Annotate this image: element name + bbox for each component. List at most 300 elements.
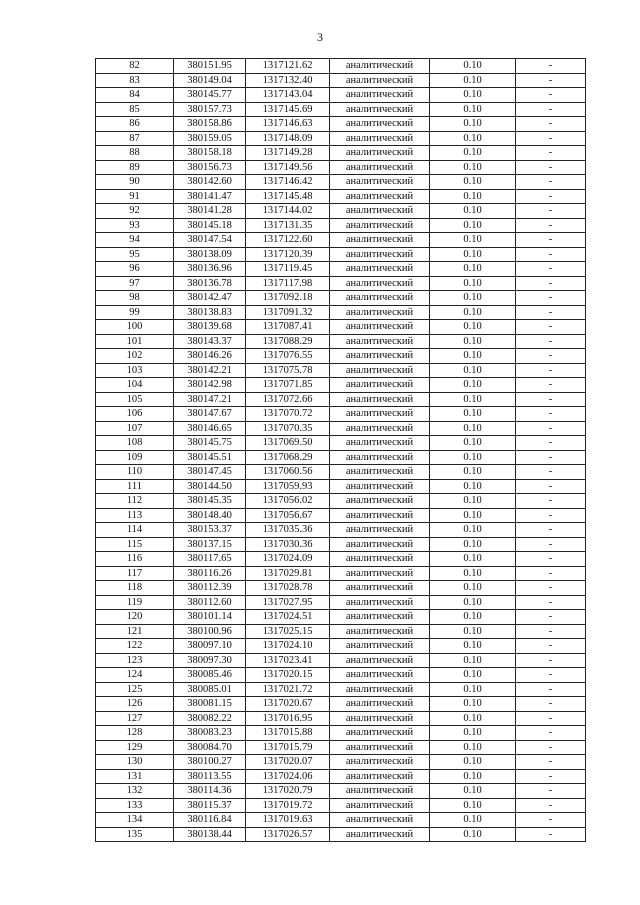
table-row [96,552,586,567]
point-number-cell: 102 [96,349,174,364]
y-coordinate-cell: 1317056.02 [246,494,330,509]
note-cell: - [516,682,586,697]
error-cell: 0.10 [430,233,516,248]
x-coordinate-cell: 380156.73 [174,160,246,175]
note-cell: - [516,218,586,233]
point-number-cell: 135 [96,827,174,842]
x-coordinate-cell: 380083.23 [174,726,246,741]
method-cell: аналитический [330,595,430,610]
x-coordinate-cell: 380159.05 [174,131,246,146]
point-number-cell: 131 [96,769,174,784]
note-cell: - [516,102,586,117]
error-cell: 0.10 [430,218,516,233]
x-coordinate-cell: 380148.40 [174,508,246,523]
table-row [96,813,586,828]
point-number-cell: 101 [96,334,174,349]
x-coordinate-cell: 380112.60 [174,595,246,610]
method-cell: аналитический [330,436,430,451]
point-number-cell: 112 [96,494,174,509]
error-cell: 0.10 [430,668,516,683]
y-coordinate-cell: 1317072.66 [246,392,330,407]
table-row [96,378,586,393]
error-cell: 0.10 [430,363,516,378]
x-coordinate-cell: 380115.37 [174,798,246,813]
note-cell: - [516,610,586,625]
point-number-cell: 106 [96,407,174,422]
note-cell: - [516,160,586,175]
method-cell: аналитический [330,247,430,262]
table-row [96,711,586,726]
y-coordinate-cell: 1317122.60 [246,233,330,248]
point-number-cell: 122 [96,639,174,654]
table-row [96,73,586,88]
method-cell: аналитический [330,117,430,132]
note-cell: - [516,131,586,146]
point-number-cell: 99 [96,305,174,320]
point-number-cell: 105 [96,392,174,407]
error-cell: 0.10 [430,653,516,668]
error-cell: 0.10 [430,291,516,306]
error-cell: 0.10 [430,349,516,364]
x-coordinate-cell: 380116.26 [174,566,246,581]
error-cell: 0.10 [430,682,516,697]
table-row [96,639,586,654]
table-row [96,566,586,581]
coordinates-table-body [96,59,586,842]
y-coordinate-cell: 1317076.55 [246,349,330,364]
method-cell: аналитический [330,131,430,146]
error-cell: 0.10 [430,175,516,190]
method-cell: аналитический [330,508,430,523]
note-cell: - [516,291,586,306]
x-coordinate-cell: 380113.55 [174,769,246,784]
x-coordinate-cell: 380085.01 [174,682,246,697]
x-coordinate-cell: 380097.30 [174,653,246,668]
point-number-cell: 108 [96,436,174,451]
method-cell: аналитический [330,755,430,770]
y-coordinate-cell: 1317144.02 [246,204,330,219]
x-coordinate-cell: 380138.09 [174,247,246,262]
method-cell: аналитический [330,160,430,175]
x-coordinate-cell: 380136.96 [174,262,246,277]
note-cell: - [516,653,586,668]
method-cell: аналитический [330,581,430,596]
point-number-cell: 98 [96,291,174,306]
x-coordinate-cell: 380084.70 [174,740,246,755]
point-number-cell: 126 [96,697,174,712]
error-cell: 0.10 [430,102,516,117]
table-row [96,247,586,262]
table-row [96,233,586,248]
error-cell: 0.10 [430,465,516,480]
x-coordinate-cell: 380145.75 [174,436,246,451]
error-cell: 0.10 [430,697,516,712]
point-number-cell: 103 [96,363,174,378]
note-cell: - [516,595,586,610]
table-row [96,508,586,523]
error-cell: 0.10 [430,581,516,596]
y-coordinate-cell: 1317015.88 [246,726,330,741]
point-number-cell: 96 [96,262,174,277]
y-coordinate-cell: 1317020.07 [246,755,330,770]
table-row [96,59,586,74]
x-coordinate-cell: 380144.50 [174,479,246,494]
note-cell: - [516,479,586,494]
error-cell: 0.10 [430,88,516,103]
error-cell: 0.10 [430,305,516,320]
error-cell: 0.10 [430,726,516,741]
x-coordinate-cell: 380117.65 [174,552,246,567]
error-cell: 0.10 [430,711,516,726]
method-cell: аналитический [330,624,430,639]
method-cell: аналитический [330,450,430,465]
point-number-cell: 128 [96,726,174,741]
x-coordinate-cell: 380147.67 [174,407,246,422]
x-coordinate-cell: 380147.54 [174,233,246,248]
y-coordinate-cell: 1317059.93 [246,479,330,494]
y-coordinate-cell: 1317016.95 [246,711,330,726]
note-cell: - [516,813,586,828]
error-cell: 0.10 [430,247,516,262]
y-coordinate-cell: 1317075.78 [246,363,330,378]
method-cell: аналитический [330,320,430,335]
error-cell: 0.10 [430,827,516,842]
point-number-cell: 124 [96,668,174,683]
table-row [96,276,586,291]
point-number-cell: 134 [96,813,174,828]
error-cell: 0.10 [430,552,516,567]
method-cell: аналитический [330,769,430,784]
method-cell: аналитический [330,421,430,436]
method-cell: аналитический [330,291,430,306]
x-coordinate-cell: 380141.28 [174,204,246,219]
x-coordinate-cell: 380100.27 [174,755,246,770]
point-number-cell: 92 [96,204,174,219]
point-number-cell: 93 [96,218,174,233]
error-cell: 0.10 [430,59,516,74]
note-cell: - [516,334,586,349]
table-row [96,827,586,842]
table-row [96,740,586,755]
x-coordinate-cell: 380139.68 [174,320,246,335]
point-number-cell: 116 [96,552,174,567]
x-coordinate-cell: 380158.86 [174,117,246,132]
note-cell: - [516,421,586,436]
point-number-cell: 110 [96,465,174,480]
table-row [96,595,586,610]
table-row [96,581,586,596]
table-row [96,305,586,320]
method-cell: аналитический [330,349,430,364]
point-number-cell: 91 [96,189,174,204]
method-cell: аналитический [330,697,430,712]
note-cell: - [516,726,586,741]
y-coordinate-cell: 1317070.72 [246,407,330,422]
point-number-cell: 95 [96,247,174,262]
table-row [96,726,586,741]
error-cell: 0.10 [430,320,516,335]
point-number-cell: 123 [96,653,174,668]
point-number-cell: 115 [96,537,174,552]
y-coordinate-cell: 1317019.63 [246,813,330,828]
x-coordinate-cell: 380153.37 [174,523,246,538]
method-cell: аналитический [330,784,430,799]
table-row [96,363,586,378]
table-row [96,494,586,509]
error-cell: 0.10 [430,378,516,393]
point-number-cell: 121 [96,624,174,639]
note-cell: - [516,363,586,378]
y-coordinate-cell: 1317021.72 [246,682,330,697]
note-cell: - [516,697,586,712]
method-cell: аналитический [330,711,430,726]
y-coordinate-cell: 1317025.15 [246,624,330,639]
error-cell: 0.10 [430,276,516,291]
method-cell: аналитический [330,102,430,117]
note-cell: - [516,247,586,262]
table-row [96,755,586,770]
point-number-cell: 117 [96,566,174,581]
method-cell: аналитический [330,189,430,204]
note-cell: - [516,407,586,422]
error-cell: 0.10 [430,73,516,88]
note-cell: - [516,276,586,291]
table-row [96,175,586,190]
error-cell: 0.10 [430,769,516,784]
y-coordinate-cell: 1317069.50 [246,436,330,451]
error-cell: 0.10 [430,610,516,625]
error-cell: 0.10 [430,421,516,436]
table-row [96,146,586,161]
y-coordinate-cell: 1317119.45 [246,262,330,277]
x-coordinate-cell: 380143.37 [174,334,246,349]
note-cell: - [516,798,586,813]
note-cell: - [516,204,586,219]
point-number-cell: 111 [96,479,174,494]
y-coordinate-cell: 1317030.36 [246,537,330,552]
x-coordinate-cell: 380149.04 [174,73,246,88]
point-number-cell: 125 [96,682,174,697]
x-coordinate-cell: 380158.18 [174,146,246,161]
table-row [96,610,586,625]
error-cell: 0.10 [430,494,516,509]
point-number-cell: 130 [96,755,174,770]
y-coordinate-cell: 1317068.29 [246,450,330,465]
method-cell: аналитический [330,465,430,480]
point-number-cell: 85 [96,102,174,117]
error-cell: 0.10 [430,392,516,407]
table-row [96,334,586,349]
note-cell: - [516,450,586,465]
x-coordinate-cell: 380145.51 [174,450,246,465]
note-cell: - [516,117,586,132]
note-cell: - [516,668,586,683]
method-cell: аналитический [330,233,430,248]
method-cell: аналитический [330,668,430,683]
error-cell: 0.10 [430,131,516,146]
y-coordinate-cell: 1317148.09 [246,131,330,146]
x-coordinate-cell: 380146.65 [174,421,246,436]
table-row [96,784,586,799]
x-coordinate-cell: 380141.47 [174,189,246,204]
note-cell: - [516,189,586,204]
table-row [96,262,586,277]
error-cell: 0.10 [430,334,516,349]
point-number-cell: 107 [96,421,174,436]
table-row [96,349,586,364]
page-number: 3 [317,30,323,44]
y-coordinate-cell: 1317029.81 [246,566,330,581]
note-cell: - [516,827,586,842]
error-cell: 0.10 [430,189,516,204]
table-row [96,320,586,335]
x-coordinate-cell: 380147.45 [174,465,246,480]
y-coordinate-cell: 1317092.18 [246,291,330,306]
point-number-cell: 89 [96,160,174,175]
method-cell: аналитический [330,552,430,567]
x-coordinate-cell: 380085.46 [174,668,246,683]
note-cell: - [516,552,586,567]
note-cell: - [516,537,586,552]
note-cell: - [516,639,586,654]
x-coordinate-cell: 380142.47 [174,291,246,306]
x-coordinate-cell: 380157.73 [174,102,246,117]
x-coordinate-cell: 380145.77 [174,88,246,103]
error-cell: 0.10 [430,117,516,132]
method-cell: аналитический [330,88,430,103]
point-number-cell: 109 [96,450,174,465]
error-cell: 0.10 [430,813,516,828]
method-cell: аналитический [330,494,430,509]
point-number-cell: 120 [96,610,174,625]
x-coordinate-cell: 380142.21 [174,363,246,378]
method-cell: аналитический [330,146,430,161]
method-cell: аналитический [330,334,430,349]
x-coordinate-cell: 380116.84 [174,813,246,828]
x-coordinate-cell: 380114.36 [174,784,246,799]
note-cell: - [516,175,586,190]
x-coordinate-cell: 380145.18 [174,218,246,233]
y-coordinate-cell: 1317027.95 [246,595,330,610]
method-cell: аналитический [330,523,430,538]
note-cell: - [516,740,586,755]
y-coordinate-cell: 1317145.69 [246,102,330,117]
x-coordinate-cell: 380138.83 [174,305,246,320]
x-coordinate-cell: 380097.10 [174,639,246,654]
x-coordinate-cell: 380100.96 [174,624,246,639]
table-row [96,160,586,175]
point-number-cell: 100 [96,320,174,335]
y-coordinate-cell: 1317149.28 [246,146,330,161]
note-cell: - [516,59,586,74]
y-coordinate-cell: 1317024.06 [246,769,330,784]
y-coordinate-cell: 1317023.41 [246,653,330,668]
error-cell: 0.10 [430,740,516,755]
y-coordinate-cell: 1317088.29 [246,334,330,349]
error-cell: 0.10 [430,146,516,161]
y-coordinate-cell: 1317120.39 [246,247,330,262]
y-coordinate-cell: 1317060.56 [246,465,330,480]
y-coordinate-cell: 1317020.15 [246,668,330,683]
x-coordinate-cell: 380147.21 [174,392,246,407]
y-coordinate-cell: 1317024.51 [246,610,330,625]
point-number-cell: 132 [96,784,174,799]
y-coordinate-cell: 1317020.79 [246,784,330,799]
method-cell: аналитический [330,305,430,320]
table-row [96,523,586,538]
error-cell: 0.10 [430,450,516,465]
note-cell: - [516,349,586,364]
method-cell: аналитический [330,479,430,494]
y-coordinate-cell: 1317131.35 [246,218,330,233]
point-number-cell: 94 [96,233,174,248]
error-cell: 0.10 [430,624,516,639]
y-coordinate-cell: 1317024.09 [246,552,330,567]
y-coordinate-cell: 1317015.79 [246,740,330,755]
table-row [96,436,586,451]
point-number-cell: 118 [96,581,174,596]
note-cell: - [516,769,586,784]
point-number-cell: 84 [96,88,174,103]
y-coordinate-cell: 1317028.78 [246,581,330,596]
y-coordinate-cell: 1317146.42 [246,175,330,190]
point-number-cell: 127 [96,711,174,726]
y-coordinate-cell: 1317070.35 [246,421,330,436]
note-cell: - [516,624,586,639]
point-number-cell: 119 [96,595,174,610]
y-coordinate-cell: 1317091.32 [246,305,330,320]
y-coordinate-cell: 1317087.41 [246,320,330,335]
error-cell: 0.10 [430,784,516,799]
point-number-cell: 113 [96,508,174,523]
method-cell: аналитический [330,407,430,422]
note-cell: - [516,711,586,726]
y-coordinate-cell: 1317026.57 [246,827,330,842]
note-cell: - [516,465,586,480]
method-cell: аналитический [330,59,430,74]
y-coordinate-cell: 1317024.10 [246,639,330,654]
point-number-cell: 82 [96,59,174,74]
method-cell: аналитический [330,813,430,828]
x-coordinate-cell: 380145.35 [174,494,246,509]
point-number-cell: 87 [96,131,174,146]
note-cell: - [516,508,586,523]
table-row [96,537,586,552]
table-row [96,88,586,103]
note-cell: - [516,523,586,538]
table-row [96,392,586,407]
table-row [96,798,586,813]
point-number-cell: 104 [96,378,174,393]
note-cell: - [516,566,586,581]
table-row [96,407,586,422]
y-coordinate-cell: 1317143.04 [246,88,330,103]
note-cell: - [516,378,586,393]
point-number-cell: 90 [96,175,174,190]
table-row [96,769,586,784]
note-cell: - [516,146,586,161]
error-cell: 0.10 [430,407,516,422]
error-cell: 0.10 [430,537,516,552]
method-cell: аналитический [330,682,430,697]
error-cell: 0.10 [430,262,516,277]
method-cell: аналитический [330,827,430,842]
error-cell: 0.10 [430,639,516,654]
method-cell: аналитический [330,639,430,654]
error-cell: 0.10 [430,508,516,523]
table-row [96,204,586,219]
method-cell: аналитический [330,537,430,552]
